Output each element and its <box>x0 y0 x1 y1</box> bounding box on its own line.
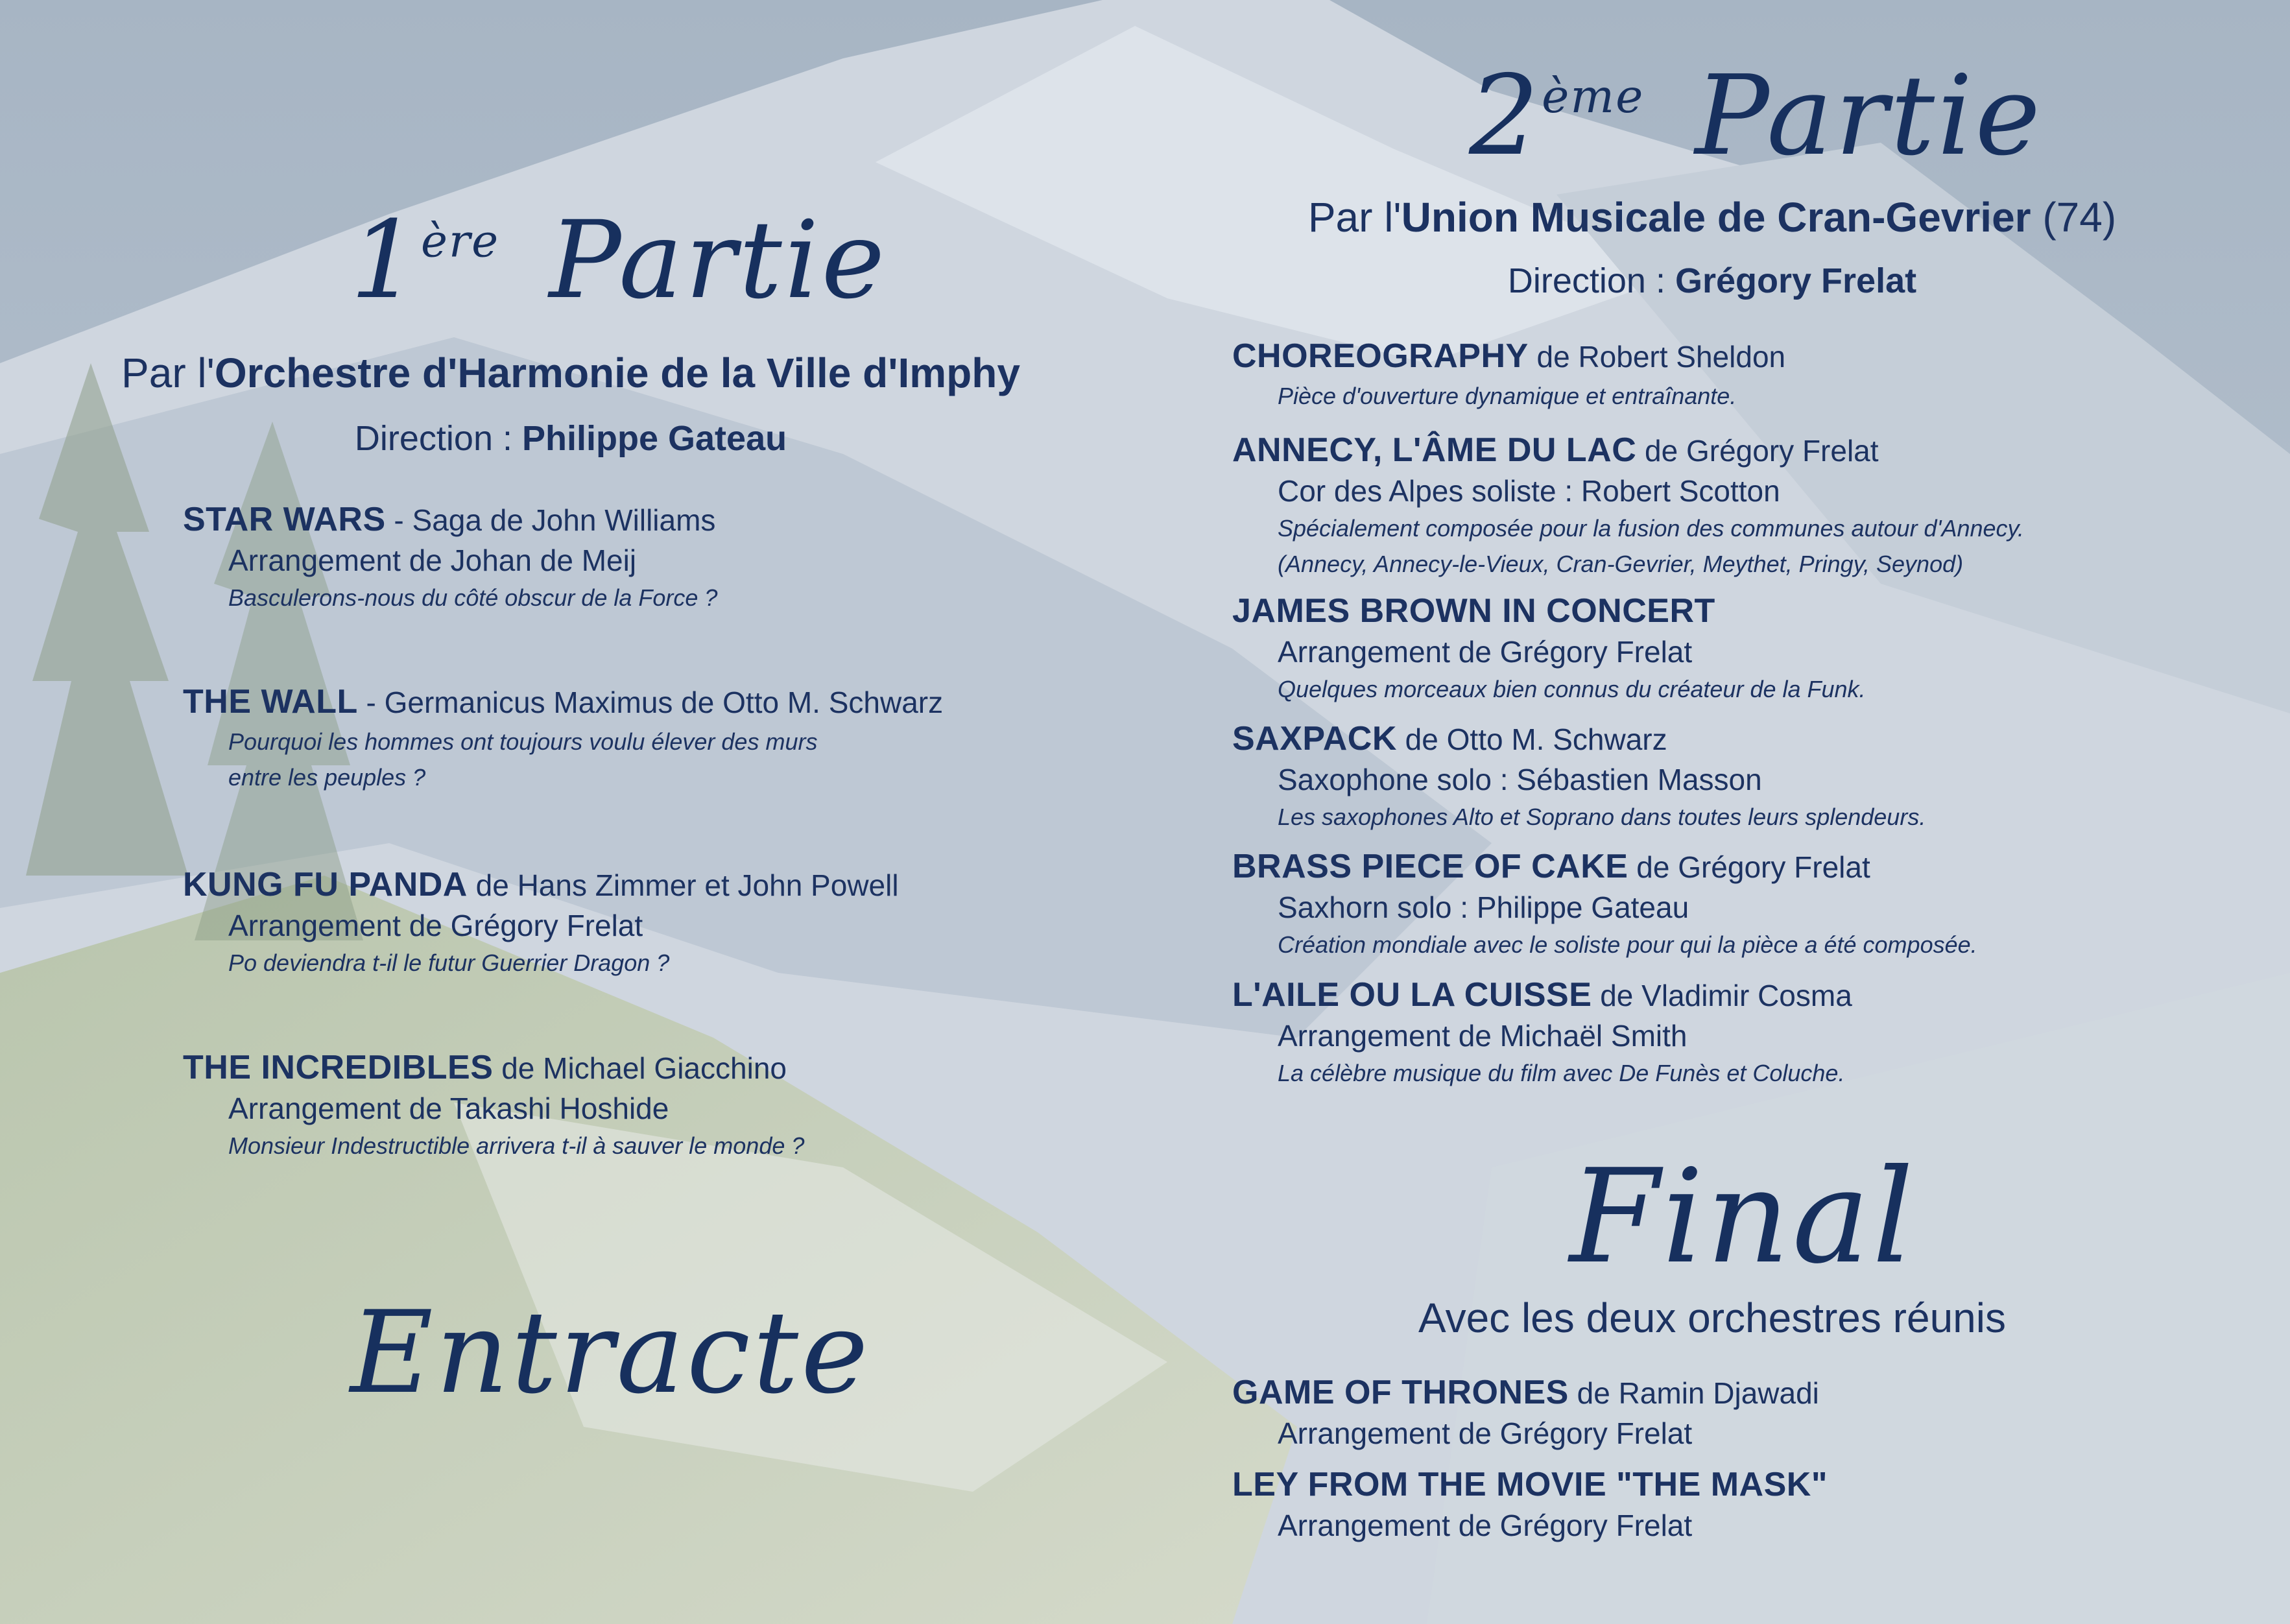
final-piece-the-mask: LEY FROM THE MOVIE "THE MASK" Arrangement de Grégory Frelat <box>1232 1466 1828 1542</box>
part1-heading-sup: ère <box>420 215 500 268</box>
part2-heading-word: Partie <box>1695 52 2044 180</box>
part2-piece-aile-ou-la-cuisse: L'AILE OU LA CUISSE de Vladimir Cosma Arrangement de Michaël Smith La célèbre musique du film avec De Funès et Coluche. <box>1232 976 1852 1086</box>
part1-piece-kung-fu-panda: KUNG FU PANDA de Hans Zimmer et John Powell Arrangement de Grégory Frelat Po deviendra t-il le futur Guerrier Dragon ? <box>183 866 899 976</box>
part1-heading <box>350 198 887 322</box>
part2-heading <box>1469 52 2043 180</box>
part2-orchestra-name: Union Musicale de Cran-Gevrier <box>1401 194 2031 241</box>
part1-direction: Direction : Philippe Gateau <box>354 419 787 458</box>
part2-heading-number: 2 <box>1469 52 1542 180</box>
entracte-heading: Entracte <box>350 1287 871 1419</box>
part2-piece-annecy: ANNECY, L'ÂME DU LAC de Grégory Frelat Cor des Alpes soliste : Robert Scotton Spécialement composée pour la fusion des communes autour d'Annecy. (Annecy, Annecy-le-Vieux, Cran-Gevrier, Meythet, Pringy, Seynod) <box>1232 431 2024 578</box>
part1-orchestra-name: Orchestre d'Harmonie de la Ville d'Imphy <box>214 350 1020 396</box>
part1-heading-word: Partie <box>549 198 888 322</box>
final-subtitle: Avec les deux orchestres réunis <box>1418 1295 2006 1341</box>
part2-piece-saxpack: SAXPACK de Otto M. Schwarz Saxophone solo : Sébastien Masson Les saxophones Alto et Soprano dans toutes leurs splendeurs. <box>1232 720 1926 830</box>
final-heading: Final <box>1569 1141 1916 1293</box>
part1-piece-the-incredibles: THE INCREDIBLES de Michael Giacchino Arrangement de Takashi Hoshide Monsieur Indestructible arrivera t-il à sauver le monde ? <box>183 1049 805 1159</box>
final-piece-game-of-thrones: GAME OF THRONES de Ramin Djawadi Arrangement de Grégory Frelat <box>1232 1374 1819 1450</box>
part2-piece-james-brown: JAMES BROWN IN CONCERT Arrangement de Grégory Frelat Quelques morceaux bien connus du créateur de la Funk. <box>1232 592 1866 702</box>
part1-director: Philippe Gateau <box>522 419 787 458</box>
part1-heading-number: 1 <box>350 198 421 322</box>
part1-piece-star-wars: STAR WARS - Saga de John Williams Arrangement de Johan de Meij Basculerons-nous du côté obscur de la Force ? <box>183 501 718 611</box>
part2-piece-brass-piece-of-cake: BRASS PIECE OF CAKE de Grégory Frelat Saxhorn solo : Philippe Gateau Création mondiale avec le soliste pour qui la pièce a été composée. <box>1232 848 1977 958</box>
part2-heading-sup: ème <box>1542 69 1645 123</box>
part2-piece-choreography: CHOREOGRAPHY de Robert Sheldon Pièce d'ouverture dynamique et entraînante. <box>1232 337 1786 409</box>
part2-direction: Direction : Grégory Frelat <box>1507 261 1917 300</box>
part2-orchestra: Par l'Union Musicale de Cran-Gevrier (74) <box>1307 194 2117 241</box>
part2-director: Grégory Frelat <box>1675 261 1917 300</box>
part1-piece-the-wall: THE WALL - Germanicus Maximus de Otto M. Schwarz Pourquoi les hommes ont toujours voulu élever des murs entre les peuples ? <box>183 683 944 791</box>
part1-orchestra: Par l'Orchestre d'Harmonie de la Ville d'Imphy <box>121 350 1020 396</box>
